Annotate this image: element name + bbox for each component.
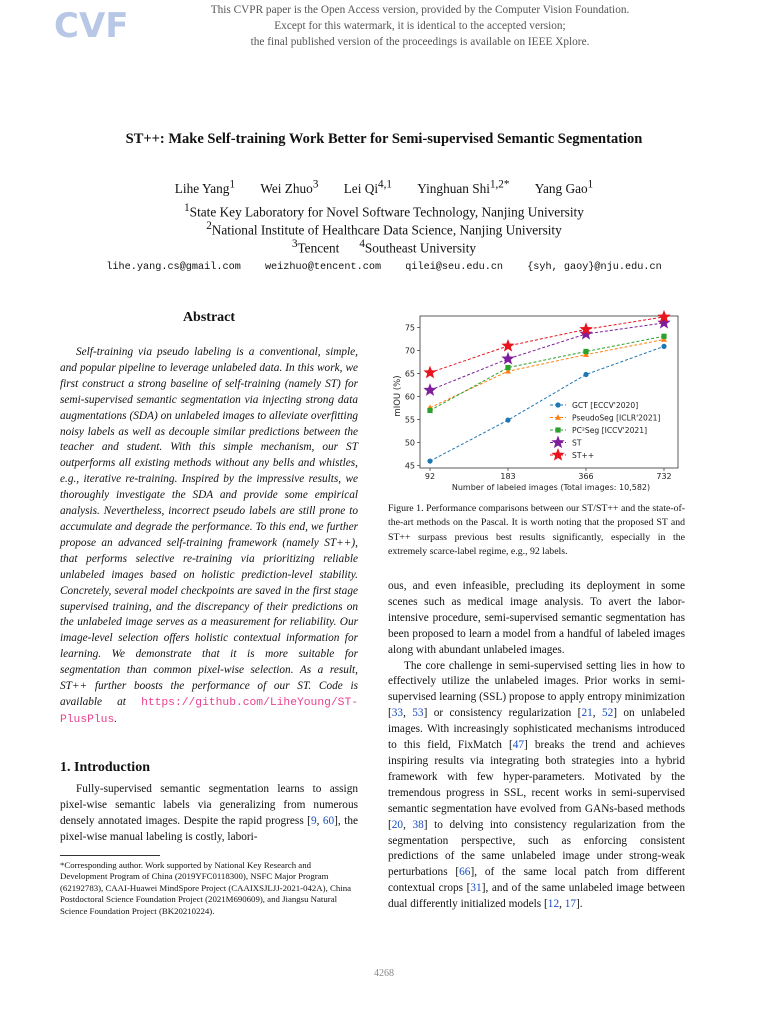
series-line (430, 336, 664, 410)
citation-link[interactable]: 21 (581, 707, 593, 720)
y-tick-label: 50 (404, 438, 415, 448)
author: Lihe Yang$^1$ (174, 179, 235, 197)
open-access-watermark (160, 2, 680, 50)
data-point (583, 349, 588, 354)
data-point (583, 372, 588, 377)
cvf-logo (54, 4, 138, 44)
legend-label: GCT [ECCV'2020] (572, 401, 639, 410)
email[interactable]: {syh, gaoy}@nju.edu.cn (527, 262, 662, 273)
right-column-text: ous, and even infeasible, precluding its deployment in some scenes such as medical image analysis. To avert the labor-intensive procedure, semi-supervised semantic segmentation has been proposed to learn a model from a handful of labeled images along with abundant unlabeled images. The core challenge in semi-supervised setting lies in how to effectively utilize the unlabeled images. Prior works in semi-supervised learning (SSL) propose to apply entropy minimization [33, 53] or consistency regularization [21, 52] on unlabeled images. With increasingly sophisticated mechanisms introduced to this field, FixMatch [47] breaks the trend and achieves inspiring results via integrating both strategies into a hybrid framework with few hyper-parameters. Motivated by the tremendous progress in SSL, recent works in semi-supervised semantic segmentation have evolved from GANs-based methods [20, 38] to delving into consistency regularization from the segmentation perspective, such as enforcing consistent predictions of the same unlabeled image under strong-weak perturbations [66], of the same local patch from different contextual crops [31], and of the same unlabeled image between dual differently initialized models [12, 17]. (388, 580, 685, 911)
citation-link[interactable]: 17 (564, 898, 577, 911)
affiliation-2: $^2$National Institute of Healthcare Data Science, Nanjing University (206, 220, 562, 238)
watermark-line: the final published version of the proceedings is available on IEEE Xplore. (250, 36, 590, 48)
y-tick-label: 45 (404, 461, 415, 471)
x-tick-label: 366 (578, 472, 594, 481)
watermark-line: This CVPR paper is the Open Access version, provided by the Computer Vision Foundation. (210, 4, 630, 16)
citation-link[interactable]: 53 (412, 707, 424, 720)
paper-title: ST++: Make Self-training Work Better for Semi-supervised Semantic Segmentation (125, 131, 643, 147)
x-tick-label: 732 (656, 472, 672, 481)
affiliation-1: $^1$State Key Laboratory for Novel Software Technology, Nanjing University (184, 202, 584, 220)
data-point (551, 448, 564, 461)
introduction-paragraph: Fully-supervised semantic segmentation learns to assign pixel-wise semantic labels via generalizing from numerous densely annotated images. Despite the rapid progress [9, 60], the pixel-wise manual labeling is costly, labori- (60, 783, 359, 843)
author: Yinghuan Shi$^{1,2*}$ (417, 179, 510, 197)
data-point (551, 436, 564, 449)
series-line (430, 317, 664, 373)
email[interactable]: lihe.yang.cs@gmail.com (106, 262, 241, 273)
citation-link[interactable]: 31 (470, 882, 482, 895)
plot-frame (420, 316, 678, 468)
y-tick-label: 55 (404, 415, 415, 425)
abstract-body: Self-training via pseudo labeling is a conventional, simple, and popular pipeline to leverage unlabeled data. In this work, we first construct a strong baseline of self-training (namely ST) for semi-supervised semantic segmentation via injecting strong data augmentations (SDA) on unlabeled images to alleviate overfitting noisy labels as well as decouple similar predictions between the teacher and student. With this simple mechanism, our ST outperforms all existing methods without any bells and whistles, e.g., iterative re-training. Inspired by the impressive results, we thoroughly investigate the SDA and provide some empirical analysis. Nevertheless, incorrect pseudo labels are still prone to accumulate and degrade the performance. To this end, we further propose an advanced self-training framework (namely ST++), that performs selective re-training via prioritizing reliable unlabeled images based on holistic prediction-level stability. Concretely, several model checkpoints are saved in the first stage supervised training, and the discrepancy of their predictions on the unlabeled image serves as a measurement for reliability. Our image-level selection offers holistic contextual information for learning. We demonstrate that it is more suitable for segmentation than common pixel-wise selection. As a result, ST++ further boosts the performance of our ST. Code is available at https://github.com/LiheYoung/ST-PlusPlus. (60, 346, 358, 726)
citation-link[interactable]: 38 (412, 818, 424, 831)
figure-1-caption: Figure 1. Performance comparisons between our ST/ST++ and the state-of-the-art methods on the Pascal. It is worth noting that the proposed ST and ST++ surpass previous best results significantly, especially in the extremely scarce-label regime, e.g., 92 labels. (388, 503, 685, 557)
x-tick-label: 183 (500, 472, 516, 481)
footnote-divider (60, 855, 160, 856)
legend-label: ST (572, 438, 582, 448)
data-point (661, 334, 666, 339)
figure-1-chart (388, 310, 685, 500)
author: Wei Zhuo$^3$ (260, 179, 319, 197)
citation-link[interactable]: 12 (547, 898, 560, 911)
introduction-heading: 1. Introduction (60, 760, 150, 775)
code-link[interactable]: https://github.com/LiheYoung/ST-PlusPlus (60, 696, 358, 726)
data-point (501, 352, 514, 365)
watermark-line: Except for this watermark, it is identical to the accepted version; (274, 20, 566, 32)
legend-label: PseudoSeg [ICLR'2021] (572, 413, 661, 423)
data-point (555, 402, 560, 407)
y-axis-label: mIOU (%) (393, 375, 403, 417)
citation-link[interactable]: 52 (601, 707, 614, 720)
abstract-heading: Abstract (182, 310, 236, 325)
legend-label: PC²Seg [ICCV'2021] (572, 426, 648, 435)
data-point (555, 427, 560, 432)
data-point (423, 383, 436, 396)
data-point (501, 339, 514, 352)
citation-link[interactable]: 47 (512, 739, 525, 752)
citation-link[interactable]: 9 (310, 814, 317, 827)
email[interactable]: qilei@seu.edu.cn (405, 262, 504, 273)
y-tick-label: 75 (404, 323, 415, 333)
citation-link[interactable]: 33 (391, 707, 404, 720)
author-list (0, 179, 768, 197)
author: Lei Qi$^{4,1}$ (343, 179, 392, 197)
series-line (430, 339, 664, 407)
data-point (423, 366, 436, 379)
citation-link[interactable]: 60 (322, 814, 335, 827)
author: Yang Gao$^1$ (534, 179, 594, 197)
x-axis-label: Number of labeled images (Total images: 10,582) (451, 483, 651, 492)
series-line (430, 323, 664, 390)
data-point (427, 408, 432, 413)
page-number: 4268 (374, 968, 394, 979)
author-emails (0, 262, 768, 273)
citation-link[interactable]: 20 (391, 818, 404, 831)
data-point (505, 365, 510, 370)
cvf-logo-text: CVF (54, 6, 129, 44)
y-tick-label: 65 (404, 369, 415, 379)
email[interactable]: weizhuo@tencent.com (264, 262, 382, 273)
citation-link[interactable]: 66 (459, 866, 471, 879)
x-tick-label: 92 (424, 472, 436, 481)
data-point (661, 344, 666, 349)
affiliation-3: $^3$Tencent $^4$Southeast University (291, 238, 477, 256)
y-tick-label: 60 (404, 392, 415, 402)
footnote: *Corresponding author. Work supported by National Key Research and Development Program of China (2019YFC0118300), NSFC Major Program (62192783), CAAI-Huawei MindSpore Project (CAAIXSJLJJ-2021-042A), China Postdoctoral Science Foundation Project (2021M690609), and Jiangsu Natural Science Foundation Project (BK20210224). (60, 860, 351, 916)
y-tick-label: 70 (404, 346, 415, 356)
data-point (505, 417, 510, 422)
data-point (427, 458, 432, 463)
legend-label: ST++ (572, 451, 595, 460)
